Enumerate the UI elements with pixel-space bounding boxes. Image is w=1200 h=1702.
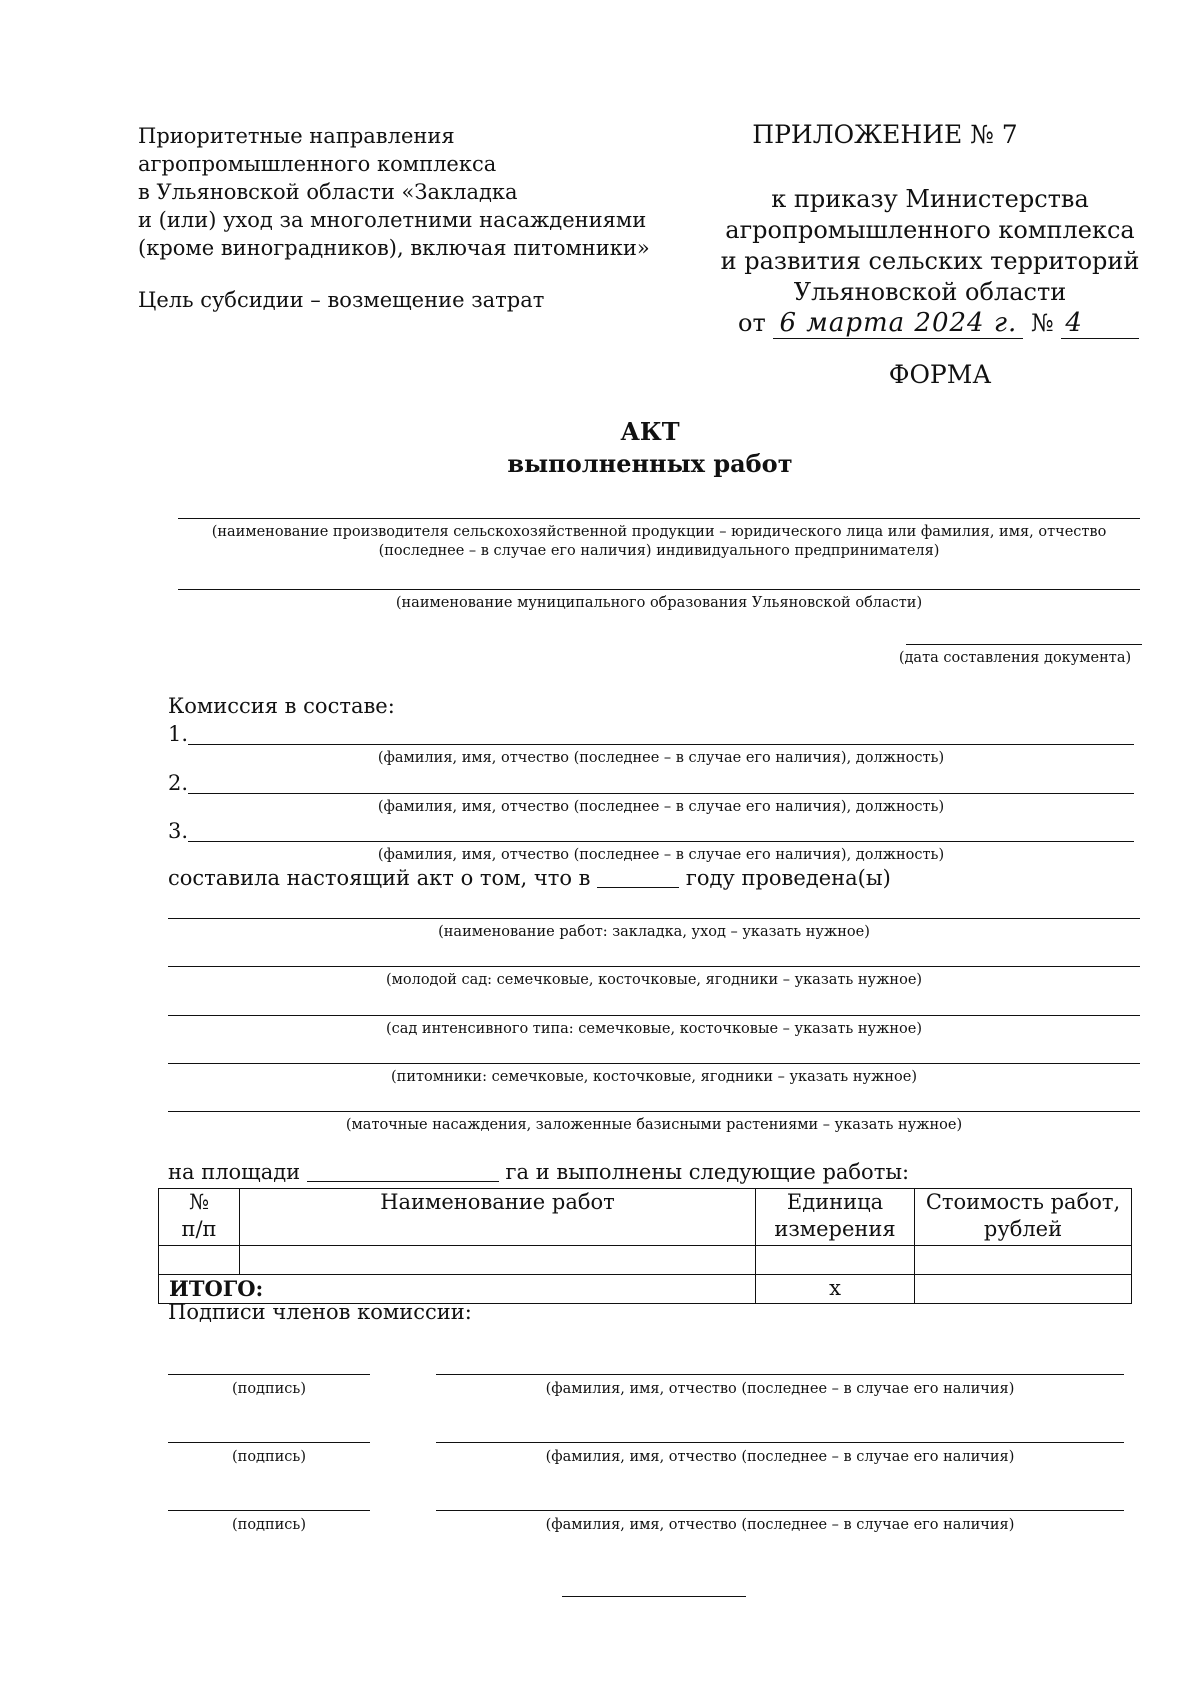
- header-left-line: и (или) уход за многолетними насаждениями: [138, 208, 647, 232]
- header-text: №: [189, 1190, 209, 1214]
- order-line: агропромышленного комплекса: [725, 216, 1135, 244]
- work-fill-line-1[interactable]: [168, 918, 1140, 919]
- signatures-heading: Подписи членов комиссии:: [168, 1300, 472, 1324]
- order-line: Ульяновской области: [793, 278, 1067, 306]
- signature-caption-2: (подпись): [232, 1449, 306, 1465]
- member-2-fill-line[interactable]: [188, 793, 1134, 794]
- commission-heading: Комиссия в составе:: [168, 694, 395, 718]
- work-fill-line-3[interactable]: [168, 1015, 1140, 1016]
- signature-fill-line-1[interactable]: [168, 1374, 370, 1375]
- member-2-caption: (фамилия, имя, отчество (последнее – в случае его наличия), должность): [377, 799, 945, 815]
- header-text: п/п: [181, 1217, 217, 1241]
- signer-name-fill-line-1[interactable]: [436, 1374, 1124, 1375]
- municipality-fill-line[interactable]: [178, 589, 1140, 590]
- member-1-caption: (фамилия, имя, отчество (последнее – в случае его наличия), должность): [377, 750, 945, 766]
- signer-name-caption-3: (фамилия, имя, отчество (последнее – в случае его наличия): [545, 1517, 1015, 1533]
- closing-divider: [562, 1596, 746, 1597]
- area-fill-line[interactable]: [307, 1161, 499, 1182]
- commission-statement: [168, 866, 891, 890]
- header-left-line: в Ульяновской области «Закладка: [138, 180, 518, 204]
- work-fill-line-2[interactable]: [168, 966, 1140, 967]
- header-left-line: Приоритетные направления: [138, 124, 455, 148]
- work-caption-3: (сад интенсивного типа: семечковые, косточковые – указать нужное): [385, 1021, 923, 1037]
- producer-fill-line[interactable]: [178, 518, 1140, 519]
- handwritten-date: 6 марта 2024 г.: [773, 308, 1023, 339]
- order-line: и развития сельских территорий: [720, 247, 1140, 275]
- order-date-line: [738, 308, 1139, 339]
- act-title-block: [450, 416, 850, 480]
- signer-name-caption-1: (фамилия, имя, отчество (последнее – в случае его наличия): [545, 1381, 1015, 1397]
- member-3-fill-line[interactable]: [188, 841, 1134, 842]
- handwritten-number: 4: [1061, 308, 1139, 339]
- header-text: измерения: [774, 1217, 896, 1241]
- statement-part-a: составила настоящий акт о том, что в: [168, 866, 591, 890]
- number-label: №: [1031, 309, 1054, 337]
- works-table: [158, 1188, 1132, 1304]
- header-text: рублей: [983, 1217, 1063, 1241]
- signature-caption-3: (подпись): [232, 1517, 306, 1533]
- member-3-caption: (фамилия, имя, отчество (последнее – в случае его наличия), должность): [377, 847, 945, 863]
- table-header-row: [159, 1189, 1132, 1246]
- header-cell-cost: [915, 1189, 1132, 1246]
- member-1-fill-line[interactable]: [188, 744, 1134, 745]
- signer-name-fill-line-2[interactable]: [436, 1442, 1124, 1443]
- date-prefix: от: [738, 309, 766, 337]
- total-label: ИТОГО:: [159, 1275, 756, 1304]
- header-cell-unit: [756, 1189, 915, 1246]
- doc-date-caption: (дата составления документа): [898, 650, 1132, 666]
- doc-date-fill-line[interactable]: [906, 644, 1142, 645]
- signature-fill-line-2[interactable]: [168, 1442, 370, 1443]
- header-left-line: агропромышленного комплекса: [138, 152, 497, 176]
- area-prefix: на площади: [168, 1160, 301, 1184]
- appendix-title: ПРИЛОЖЕНИЕ № 7: [752, 120, 1018, 149]
- header-cell-work-name: [240, 1189, 756, 1246]
- subsidy-goal: Цель субсидии – возмещение затрат: [138, 288, 545, 312]
- order-line: к приказу Министерства: [771, 185, 1089, 213]
- header-text: Наименование работ: [380, 1190, 615, 1214]
- signer-name-fill-line-3[interactable]: [436, 1510, 1124, 1511]
- total-unit-cell: х: [756, 1275, 915, 1304]
- producer-caption-1: (наименование производителя сельскохозяйственной продукции – юридического лица или фамилия, имя, отчество: [211, 524, 1107, 540]
- header-left-line: (кроме виноградников), включая питомники»: [138, 236, 650, 260]
- total-cost-cell[interactable]: [915, 1275, 1132, 1304]
- municipality-caption: (наименование муниципального образования Ульяновской области): [395, 595, 923, 611]
- table-cell[interactable]: [240, 1246, 756, 1275]
- order-block: [700, 184, 1160, 308]
- member-number: 3.: [168, 819, 189, 843]
- work-caption-4: (питомники: семечковые, косточковые, ягодники – указать нужное): [391, 1069, 917, 1085]
- signature-fill-line-3[interactable]: [168, 1510, 370, 1511]
- table-cell[interactable]: [756, 1246, 915, 1275]
- area-line: [168, 1160, 909, 1184]
- act-title: АКТ: [620, 417, 680, 446]
- table-cell[interactable]: [159, 1246, 240, 1275]
- act-subtitle: выполненных работ: [507, 449, 793, 478]
- form-label: ФОРМА: [888, 360, 992, 389]
- member-number: 2.: [168, 771, 189, 795]
- producer-caption-2: (последнее – в случае его наличия) индивидуального предпринимателя): [378, 543, 940, 559]
- work-fill-line-5[interactable]: [168, 1111, 1140, 1112]
- signer-name-caption-2: (фамилия, имя, отчество (последнее – в случае его наличия): [545, 1449, 1015, 1465]
- signature-caption-1: (подпись): [232, 1381, 306, 1397]
- header-left-block: [138, 122, 698, 262]
- area-suffix: га и выполнены следующие работы:: [505, 1160, 910, 1184]
- work-caption-2: (молодой сад: семечковые, косточковые, ягодники – указать нужное): [385, 972, 923, 988]
- member-number: 1.: [168, 722, 189, 746]
- work-caption-5: (маточные насаждения, заложенные базисными растениями – указать нужное): [345, 1117, 963, 1133]
- header-cell-number: [159, 1189, 240, 1246]
- statement-part-b: году проведена(ы): [685, 866, 891, 890]
- header-text: Единица: [786, 1190, 884, 1214]
- work-caption-1: (наименование работ: закладка, уход – указать нужное): [438, 924, 870, 940]
- table-row: [159, 1246, 1132, 1275]
- table-cell[interactable]: [915, 1246, 1132, 1275]
- year-fill-line[interactable]: [597, 867, 679, 888]
- header-text: Стоимость работ,: [925, 1190, 1121, 1214]
- work-fill-line-4[interactable]: [168, 1063, 1140, 1064]
